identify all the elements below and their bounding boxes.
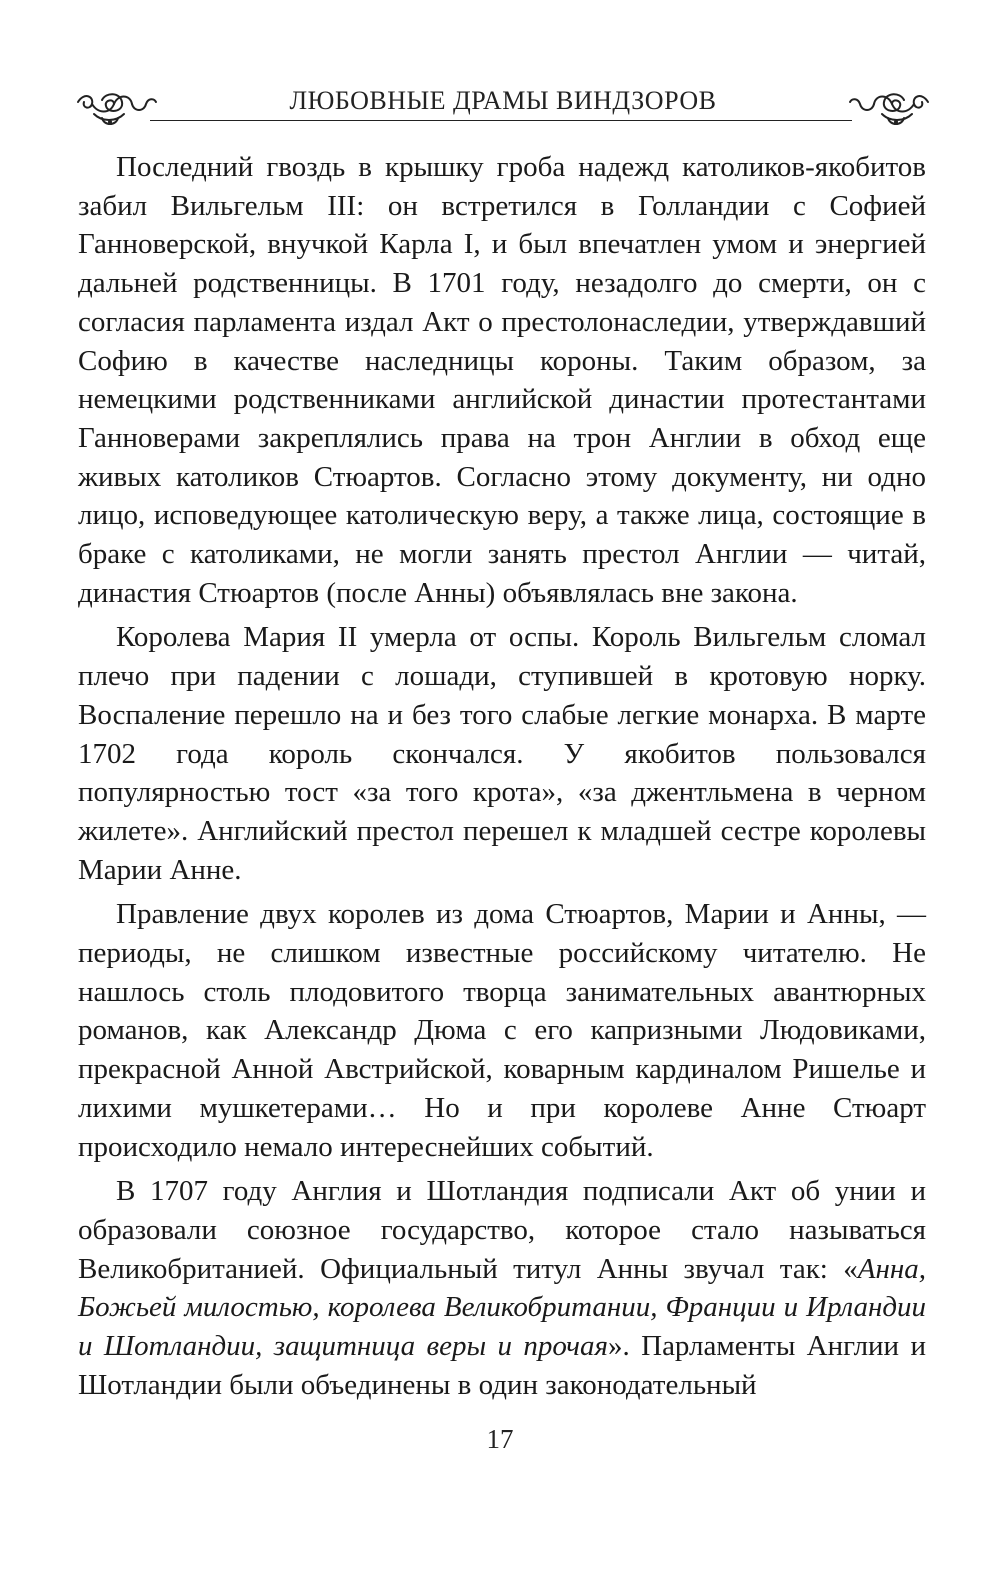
running-header: [72, 84, 934, 132]
paragraph-4: [78, 1172, 926, 1404]
paragraph-3: Правление двух королев из дома Стюартов, Марии и Анны, — периоды, не слишком известные российскому читателю. Не нашлось столь плодовитого творца занимательных авантюрных романов, как Александр Дюма с его капризными Людовиками, прекрасной Анной Австрийской, коварным кардиналом Ришелье и лихими мушкетерами… Но и при королеве Анне Стюарт происходило немало интереснейших событий.: [78, 898, 926, 1163]
right-ornament-icon: [848, 88, 934, 132]
paragraph-4-text-before: В 1707 году Англия и Шотландия подписали Акт об унии и образовали союзное государство, которое стало называться Великобританией. Официальный титул Анны звучал так: «: [78, 1175, 926, 1285]
body-text: [78, 148, 926, 1411]
paragraph-1: Последний гвоздь в крышку гроба надежд католиков-якобитов забил Вильгельм III: он встретился в Голландии с Софией Ганноверской, внучкой Карла I, и был впечатлен умом и энергией дальней родственницы. В 1701 году, незадолго до смерти, он с согласия парламента издал Акт о престолонаследии, утверждавший Софию в качестве наследницы короны. Таким образом, за немецкими родственниками английской династии протестантами Ганноверами закреплялись права на трон Англии в обход еще живых католиков Стюартов. Согласно этому документу, ни одно лицо, исповедующее католическую веру, а также лица, состоящие в браке с католиками, не могли занять престол Англии — читай, династия Стюартов (после Анны) объявлялась вне закона.: [78, 151, 926, 609]
paragraph-2: Королева Мария II умерла от оспы. Король Вильгельм сломал плечо при падении с лошади, ступившей в кротовую норку. Воспаление перешло на и без того слабые легкие монарха. В марте 1702 года король скончался. У якобитов пользовался популярностью тост «за того крота», «за джентльмена в черном жилете». Английский престол перешел к младшей сестре королевы Марии Анне.: [78, 621, 926, 886]
header-rule: [150, 120, 852, 121]
paragraph-4-royal-title: Анна, Божьей милостью, королева Великобритании, Франции и Ирландии и Шотландии, защитница веры и прочая: [78, 1252, 926, 1363]
page-number: 17: [486, 1424, 514, 1454]
paragraph-4-text-after: ». Парламенты Англии и Шотландии были объединены в один законодательный: [78, 1330, 926, 1401]
running-header-title: ЛЮБОВНЫЕ ДРАМЫ ВИНДЗОРОВ: [289, 86, 717, 115]
